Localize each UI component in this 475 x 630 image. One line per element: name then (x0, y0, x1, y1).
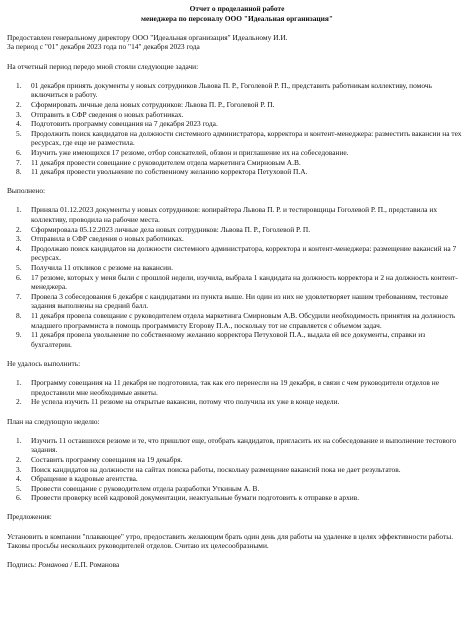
plan-list (7, 436, 467, 503)
list-item (7, 397, 467, 407)
list-item-text: Сформировала 05.12.2023 личные дела новых сотрудников: Львова П. Р., Гоголевой Р. П. (31, 224, 311, 234)
list-item-text: Провести совещание с руководителем отдела разработки Уткиным А. В. (31, 483, 260, 493)
list-item-number: 3. (16, 464, 22, 474)
list-item-text: Изучить уже имеющихся 17 резюме, отбор соискателей, обзвон и приглашение их на собеседование. (31, 147, 349, 157)
signature-line (7, 560, 467, 570)
list-item-text: 11 декабря провести увольнение по собственному желанию корректора Петуховой П.А. (31, 167, 308, 177)
report-period: За период с "01" декабря 2023 года по "14" декабря 2023 года (7, 42, 200, 52)
list-item-number: 6. (16, 272, 22, 282)
list-item (7, 273, 467, 292)
list-item-text: Изучить 11 оставшихся резюме и те, что пришлют еще, отобрать кандидатов, пригласить их на собеседование и выполнение тестового задания. (31, 435, 457, 455)
tasks-list (7, 81, 467, 177)
list-item-number: 1. (16, 378, 22, 388)
list-item-text: Провести проверку всей кадровой документации, неактуальные бумаги подготовить к отправке в архив. (31, 493, 360, 503)
list-item-text: Получила 11 откликов с резюме на вакансии. (31, 263, 173, 273)
proposals-text: Установить в компании "плавающее" утро, предоставить желающим брать один день для работы на удаленке в целях эффективности работы. Таковы просьбы нескольких руководителей отделов. Считаю их целесообразными. (7, 531, 454, 551)
signature-label: Подпись: (7, 560, 37, 570)
list-item-text: 11 декабря провести совещание с руководителем отдела маркетинга Смирновым А.В. (31, 157, 301, 167)
list-item-text: Продолжаю поиск кандидатов на должности системного администратора, корректора и контент-менеджера: размещение вакансий на 7 ресурсах. (31, 243, 457, 263)
proposals-section (7, 512, 467, 550)
list-item (7, 148, 467, 158)
addressee: Предоставлен генеральному директору ООО "Идеальная организация" Идеальному И.И. (7, 32, 288, 42)
signature-full-name: Е.П. Романова (74, 560, 120, 570)
list-item-text: 01 декабря принять документы у новых сотрудников Львова П. Р., Гоголевой Р. П., представить работникам коллективу, помочь включиться в работу. (31, 80, 432, 100)
list-item-number: 3. (16, 109, 22, 119)
list-item-number: 1. (16, 435, 22, 445)
list-item-text: 17 резюме, которых у меня были с прошлой недели, изучила, выбрала 1 кандидата на должность корректора и 2 на должность контент-менеджера. (31, 272, 458, 292)
list-item-number: 4. (16, 119, 22, 129)
list-item (7, 129, 467, 148)
list-item-text: Отправила в СФР сведения о новых работниках. (31, 234, 184, 244)
list-item (7, 158, 467, 168)
list-item-text: Подготовить программу совещания на 7 декабря 2023 года. (31, 119, 218, 129)
list-item-number: 5. (16, 483, 22, 493)
list-item-number: 3. (16, 234, 22, 244)
list-item-number: 5. (16, 128, 22, 138)
title-line-2: менеджера по персоналу ООО "Идеальная организация" (140, 13, 334, 23)
list-item (7, 465, 467, 475)
list-item-number: 7. (16, 291, 22, 301)
list-item (7, 493, 467, 503)
list-item-number: 2. (16, 397, 22, 407)
list-item-number: 6. (16, 493, 22, 503)
list-item (7, 205, 467, 224)
list-item (7, 263, 467, 273)
list-item-number: 8. (16, 167, 22, 177)
list-item-text: Не успела изучить 11 резюме на открытые вакансии, потому что получила их уже в конце недели. (31, 397, 340, 407)
list-item-number: 9. (16, 330, 22, 340)
proposals-heading: Предложения: (7, 512, 52, 522)
tasks-heading: На отчетный период передо мной стояли следующие задачи: (7, 61, 199, 71)
list-item (7, 378, 467, 397)
list-item-number: 1. (16, 80, 22, 90)
list-item (7, 110, 467, 120)
list-item-number: 8. (16, 311, 22, 320)
plan-section (7, 417, 467, 503)
list-item (7, 455, 467, 465)
not-done-section (7, 359, 467, 407)
list-item (7, 234, 467, 244)
list-item-text: Приняла 01.12.2023 документы у новых сотрудников: копирайтера Львова П. Р. и тестировщицы Гоголевой Р. П., представила их коллективу, проводила на рабочие места. (31, 205, 438, 225)
list-item (7, 292, 467, 311)
list-item-text: Продолжить поиск кандидатов на должности системного администратора, корректора и контент-менеджера: разместить вакансии на тех ресурсах, где еще не разместила. (31, 128, 462, 148)
list-item-text: Провела 3 собеседования 6 декабря с кандидатами из пункта выше. Ни один из них не удовлетворяет нашим требованиям, тестовые задания выполнены на средний балл. (31, 291, 448, 311)
done-section (7, 186, 467, 349)
list-item-text: Поиск кандидатов на должности на сайтах поиска работы, поскольку размещение вакансий пока не дает результатов. (31, 464, 401, 474)
tasks-section (7, 62, 467, 177)
list-item-text: 11 декабря провела увольнение по собственному желанию корректора Петуховой П.А., выдала ей все документы, справки из бухгалтерии. (31, 330, 426, 349)
list-item-text: Отправить в СФР сведения о новых работниках. (31, 109, 184, 119)
signature-separator: / (70, 560, 73, 570)
title-line-1: Отчет о проделанной работе (189, 4, 285, 13)
list-item-number: 4. (16, 474, 22, 484)
list-item (7, 311, 467, 330)
list-item-text: 11 декабря провела совещание с руководителем отдела маркетинга Смирновым А.В. Обсудили необходимость принятия на должность младшего программиста в помощь программисту Егорову П.А., поскольку тот не справляется с объемом задач. (31, 311, 456, 330)
list-item-number: 2. (16, 99, 22, 109)
list-item (7, 225, 467, 235)
plan-heading: План на следующую неделю: (7, 416, 100, 426)
list-item (7, 119, 467, 129)
list-item-text: Программу совещания на 11 декабря не подготовила, так как его перенесли на 19 декабря, в связи с чем руководители отделов не предоставили мне необходимые анкеты. (31, 378, 440, 397)
list-item-number: 6. (16, 147, 22, 157)
list-item (7, 244, 467, 263)
list-item (7, 167, 467, 177)
not-done-heading: Не удалось выполнить: (7, 358, 81, 368)
list-item-number: 5. (16, 263, 22, 273)
list-item-number: 2. (16, 454, 22, 464)
done-heading: Выполнено: (7, 186, 46, 196)
list-item-text: Обращение в кадровые агентства. (31, 474, 138, 484)
list-item-text: Составить программу совещания на 19 декабря. (31, 454, 183, 464)
list-item (7, 81, 467, 100)
list-item-number: 2. (16, 224, 22, 234)
list-item-number: 1. (16, 205, 22, 215)
list-item-number: 4. (16, 243, 22, 253)
list-item (7, 330, 467, 349)
done-list (7, 205, 467, 349)
list-item-number: 7. (16, 157, 22, 167)
list-item (7, 100, 467, 110)
list-item (7, 436, 467, 455)
list-item (7, 474, 467, 484)
list-item-text: Сформировать личные дела новых сотрудников: Львова П. Р., Гоголевой Р. П. (31, 99, 275, 109)
report-title (7, 4, 467, 23)
not-done-list (7, 378, 467, 407)
signature-name: Романова (38, 560, 69, 570)
list-item (7, 484, 467, 494)
report-meta (7, 33, 467, 52)
